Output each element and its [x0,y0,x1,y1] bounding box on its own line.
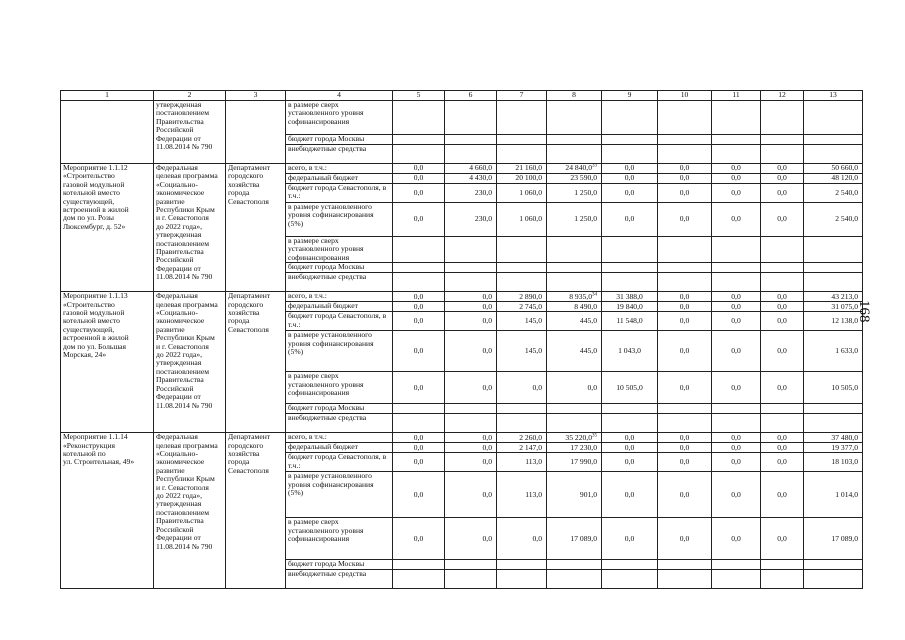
col-header: 1 [61,91,154,101]
funding-source: всего, в т.ч.: [286,433,393,443]
amount-cell: 12 138,0 [804,312,863,331]
amount-cell [804,237,863,263]
amount-cell: 0,0 [658,453,712,472]
amount-cell [602,237,658,263]
amount-cell: 31 075,0 [804,302,863,312]
funding-source: бюджет города Москвы [286,404,393,414]
col-header: 3 [226,91,286,101]
amount-cell [602,404,658,414]
funding-source: федеральный бюджет [286,443,393,453]
amount-cell: 0,0 [602,433,658,443]
amount-cell: 0,0 [712,203,761,237]
amount-cell: 1 060,0 [497,184,547,203]
amount-cell [712,404,761,414]
amount-cell: 0,0 [393,164,445,174]
amount-cell [658,560,712,570]
amount-cell: 0,0 [547,372,602,404]
amount-cell: 113,0 [497,472,547,518]
amount-cell: 0,0 [658,331,712,372]
amount-cell: 0,0 [602,174,658,184]
program-cell: Федеральная целевая программа «Социально- экономическое развитие Республики Крым и г. Севастополя до 2022 года», утвержденная постановлением Правительства Российской Федерации от 11.08.2014 № 790 [154,433,226,589]
amount-cell: 10 505,0 [804,372,863,404]
amount-cell [497,237,547,263]
amount-cell: 113,0 [497,453,547,472]
amount-cell: 0,0 [761,302,804,312]
amount-cell: 0,0 [761,292,804,302]
amount-cell: 0,0 [658,203,712,237]
funding-source: бюджет города Москвы [286,135,393,145]
table-row [61,164,863,174]
amount-cell: 0,0 [712,372,761,404]
executor-cell: Департамент городского хозяйства города Севастополя [226,433,286,589]
funding-source: бюджет города Москвы [286,560,393,570]
funding-source: бюджет города Севастополя, в т.ч.: [286,453,393,472]
funding-source: федеральный бюджет [286,174,393,184]
amount-cell: 0,0 [602,184,658,203]
amount-cell [393,273,445,292]
amount-cell: 0,0 [393,372,445,404]
amount-cell: 0,0 [658,372,712,404]
amount-cell: 0,0 [497,518,547,560]
amount-cell: 1 633,0 [804,331,863,372]
col-header: 6 [445,91,497,101]
program-cell: Федеральная целевая программа «Социально- экономическое развитие Республики Крым и г. Севастополя до 2022 года», утвержденная постановлением Правительства Российской Федерации от 11.08.2014 № 790 [154,292,226,433]
table-row [61,292,863,302]
funding-source: всего, в т.ч.: [286,164,393,174]
amount-cell [497,404,547,414]
amount-cell [658,263,712,273]
amount-cell: 0,0 [393,518,445,560]
funding-source: бюджет города Севастополя, в т.ч.: [286,312,393,331]
funding-source: в размере установленного уровня софинансирования (5%) [286,472,393,518]
amount-cell: 0,0 [393,472,445,518]
amount-cell: 0,0 [712,164,761,174]
amount-cell [445,414,497,433]
amount-cell: 8 935,0$^{34}$ [547,292,602,302]
amount-cell: 48 120,0 [804,174,863,184]
amount-cell: 0,0 [761,433,804,443]
amount-cell: 0,0 [761,312,804,331]
amount-cell: 0,0 [712,174,761,184]
amount-cell: 445,0 [547,331,602,372]
amount-cell: 0,0 [712,472,761,518]
amount-cell [658,404,712,414]
amount-cell: 0,0 [393,292,445,302]
amount-cell: 445,0 [547,312,602,331]
amount-cell [497,263,547,273]
amount-cell [547,570,602,589]
amount-cell: 0,0 [445,312,497,331]
funding-source: федеральный бюджет [286,302,393,312]
col-header: 11 [712,91,761,101]
amount-cell: 1 250,0 [547,203,602,237]
amount-cell [547,404,602,414]
amount-cell: 19 840,0 [602,302,658,312]
amount-cell: 0,0 [445,472,497,518]
prev-executor-cell [226,101,286,164]
amount-cell: 2 540,0 [804,184,863,203]
amount-cell: 23 590,0 [547,174,602,184]
amount-cell [497,560,547,570]
col-header: 4 [286,91,393,101]
amount-cell: 0,0 [393,443,445,453]
amount-cell: 17 230,0 [547,443,602,453]
amount-cell: 0,0 [658,518,712,560]
amount-cell: 0,0 [712,518,761,560]
col-header: 12 [761,91,804,101]
funding-source: внебюджетные средства [286,273,393,292]
amount-cell: 0,0 [602,164,658,174]
program-cell: Федеральная целевая программа «Социально- экономическое развитие Республики Крым и г. Севастополя до 2022 года», утвержденная постановлением Правительства Российской Федерации от 11.08.2014 № 790 [154,164,226,292]
amount-cell [658,414,712,433]
measure-name-cell: Мероприятие 1.1.13 «Строительство газовой модульной котельной вместо существующей, встроенной в жилой дом по ул. Большая Морская, 24» [61,292,154,433]
prev-program-cell: утвержденная постановлением Правительства Российской Федерации от 11.08.2014 № 790 [154,101,226,164]
amount-cell [658,237,712,263]
amount-cell: 4 660,0 [445,164,497,174]
amount-cell: 0,0 [658,443,712,453]
col-header: 10 [658,91,712,101]
executor-cell: Департамент городского хозяйства города Севастополя [226,292,286,433]
amount-cell [712,263,761,273]
amount-cell: 17 089,0 [547,518,602,560]
funding-source: в размере установленного уровня софинансирования (5%) [286,331,393,372]
amount-cell [712,273,761,292]
amount-cell [761,273,804,292]
amount-cell [712,560,761,570]
amount-cell: 0,0 [393,184,445,203]
amount-cell [393,414,445,433]
amount-cell [547,263,602,273]
amount-cell [602,414,658,433]
amount-cell: 43 213,0 [804,292,863,302]
funding-source: в размере сверх установленного уровня софинансирования [286,518,393,560]
amount-cell: 0,0 [761,472,804,518]
amount-cell: 4 430,0 [445,174,497,184]
amount-cell: 17 089,0 [804,518,863,560]
amount-cell: 0,0 [658,433,712,443]
col-header: 7 [497,91,547,101]
amount-cell: 31 388,0 [602,292,658,302]
col-header: 13 [804,91,863,101]
amount-cell [547,237,602,263]
footnote-mark: 33 [592,163,597,169]
amount-cell: 0,0 [658,302,712,312]
col-header: 2 [154,91,226,101]
amount-cell: 0,0 [602,443,658,453]
amount-cell: 2 147,0 [497,443,547,453]
amount-cell [804,560,863,570]
funding-source: в размере сверх установленного уровня софинансирования [286,372,393,404]
amount-cell: 0,0 [393,203,445,237]
amount-cell: 0,0 [602,203,658,237]
funding-source: всего, в т.ч.: [286,292,393,302]
amount-cell: 17 990,0 [547,453,602,472]
amount-cell: 230,0 [445,203,497,237]
amount-cell: 0,0 [445,331,497,372]
amount-cell: 1 014,0 [804,472,863,518]
amount-cell: 2 890,0 [497,292,547,302]
amount-cell: 0,0 [658,184,712,203]
amount-cell: 1 060,0 [497,203,547,237]
col-header: 9 [602,91,658,101]
amount-cell [804,570,863,589]
amount-cell: 0,0 [761,372,804,404]
amount-cell: 2 540,0 [804,203,863,237]
amount-cell [712,570,761,589]
amount-cell: 0,0 [712,433,761,443]
amount-cell: 0,0 [445,453,497,472]
footnote-mark: 34 [592,291,597,297]
amount-cell: 19 377,0 [804,443,863,453]
funding-source: бюджет города Севастополя, в т.ч.: [286,184,393,203]
amount-cell [445,237,497,263]
amount-cell [658,570,712,589]
amount-cell [761,263,804,273]
amount-cell [393,404,445,414]
amount-cell: 0,0 [393,433,445,443]
amount-cell [602,263,658,273]
amount-cell: 21 160,0 [497,164,547,174]
amount-cell: 0,0 [393,302,445,312]
amount-cell: 0,0 [658,174,712,184]
amount-cell: 0,0 [761,453,804,472]
amount-cell [445,570,497,589]
page-number: 168 [856,300,872,323]
amount-cell: 20 100,0 [497,174,547,184]
amount-cell [393,237,445,263]
amount-cell: 10 505,0 [602,372,658,404]
amount-cell: 0,0 [658,472,712,518]
amount-cell [761,237,804,263]
amount-cell: 18 103,0 [804,453,863,472]
amount-cell: 230,0 [445,184,497,203]
amount-cell: 0,0 [761,443,804,453]
amount-cell: 0,0 [761,518,804,560]
amount-cell: 0,0 [393,331,445,372]
amount-cell: 901,0 [547,472,602,518]
amount-cell: 0,0 [761,174,804,184]
amount-cell [761,404,804,414]
amount-cell [497,414,547,433]
amount-cell: 0,0 [712,331,761,372]
amount-cell: 0,0 [658,312,712,331]
prev-measure-cell [61,101,154,164]
funding-source: в размере сверх установленного уровня софинансирования [286,237,393,263]
funding-source: в размере установленного уровня софинансирования (5%) [286,203,393,237]
amount-cell: 8 490,0 [547,302,602,312]
amount-cell: 0,0 [712,292,761,302]
amount-cell: 0,0 [445,302,497,312]
amount-cell [761,414,804,433]
amount-cell: 0,0 [602,453,658,472]
amount-cell: 0,0 [445,518,497,560]
col-header: 5 [393,91,445,101]
amount-cell [445,263,497,273]
amount-cell: 0,0 [445,292,497,302]
executor-cell: Департамент городского хозяйства города Севастополя [226,164,286,292]
amount-cell: 0,0 [445,372,497,404]
amount-cell [547,414,602,433]
amount-cell: 0,0 [761,164,804,174]
amount-cell [602,273,658,292]
column-number-row [61,91,863,101]
table-row [61,101,863,135]
amount-cell: 0,0 [658,292,712,302]
amount-cell [602,570,658,589]
measure-name-cell: Мероприятие 1.1.14 «Реконструкция котельной по ул. Строительная, 49» [61,433,154,589]
amount-cell [804,263,863,273]
amount-cell: 0,0 [712,312,761,331]
amount-cell: 0,0 [761,203,804,237]
amount-cell: 0,0 [712,184,761,203]
amount-cell: 0,0 [761,184,804,203]
amount-cell: 0,0 [761,331,804,372]
amount-cell [712,237,761,263]
funding-source: внебюджетные средства [286,414,393,433]
measure-name-cell: Мероприятие 1.1.12 «Строительство газовой модульной котельной вместо существующей, встроенной в жилой дом по ул. Розы Люксембург, д. 52» [61,164,154,292]
amount-cell: 0,0 [712,443,761,453]
amount-cell [445,404,497,414]
amount-cell: 0,0 [445,443,497,453]
amount-cell [445,273,497,292]
amount-cell: 37 480,0 [804,433,863,443]
amount-cell [497,570,547,589]
amount-cell [804,404,863,414]
amount-cell [602,560,658,570]
funding-source: в размере сверх установленного уровня софинансирования [286,101,393,135]
amount-cell: 145,0 [497,312,547,331]
amount-cell: 0,0 [445,433,497,443]
amount-cell: 1 250,0 [547,184,602,203]
amount-cell: 24 840,0$^{33}$ [547,164,602,174]
amount-cell: 0,0 [658,164,712,174]
funding-source: бюджет города Москвы [286,263,393,273]
amount-cell [761,570,804,589]
amount-cell: 1 043,0 [602,331,658,372]
amount-cell: 2 260,0 [497,433,547,443]
amount-cell: 0,0 [602,518,658,560]
col-header: 8 [547,91,602,101]
amount-cell: 2 745,0 [497,302,547,312]
amount-cell: 0,0 [393,312,445,331]
amount-cell: 50 660,0 [804,164,863,174]
amount-cell: 0,0 [712,453,761,472]
amount-cell: 0,0 [393,453,445,472]
amount-cell [712,414,761,433]
footnote-mark: 35 [592,432,597,438]
amount-cell [393,263,445,273]
budget-table [60,90,863,589]
amount-cell [497,273,547,292]
amount-cell [804,414,863,433]
amount-cell [761,560,804,570]
funding-source: внебюджетные средства [286,145,393,164]
amount-cell [658,273,712,292]
amount-cell [393,570,445,589]
amount-cell: 0,0 [393,174,445,184]
amount-cell [445,560,497,570]
amount-cell: 0,0 [712,302,761,312]
amount-cell [804,273,863,292]
amount-cell [547,560,602,570]
amount-cell: 11 548,0 [602,312,658,331]
funding-source: внебюджетные средства [286,570,393,589]
amount-cell: 0,0 [497,372,547,404]
amount-cell [547,273,602,292]
amount-cell: 0,0 [602,472,658,518]
table-row [61,433,863,443]
amount-cell: 145,0 [497,331,547,372]
amount-cell [393,560,445,570]
amount-cell: 35 220,0$^{35}$ [547,433,602,443]
